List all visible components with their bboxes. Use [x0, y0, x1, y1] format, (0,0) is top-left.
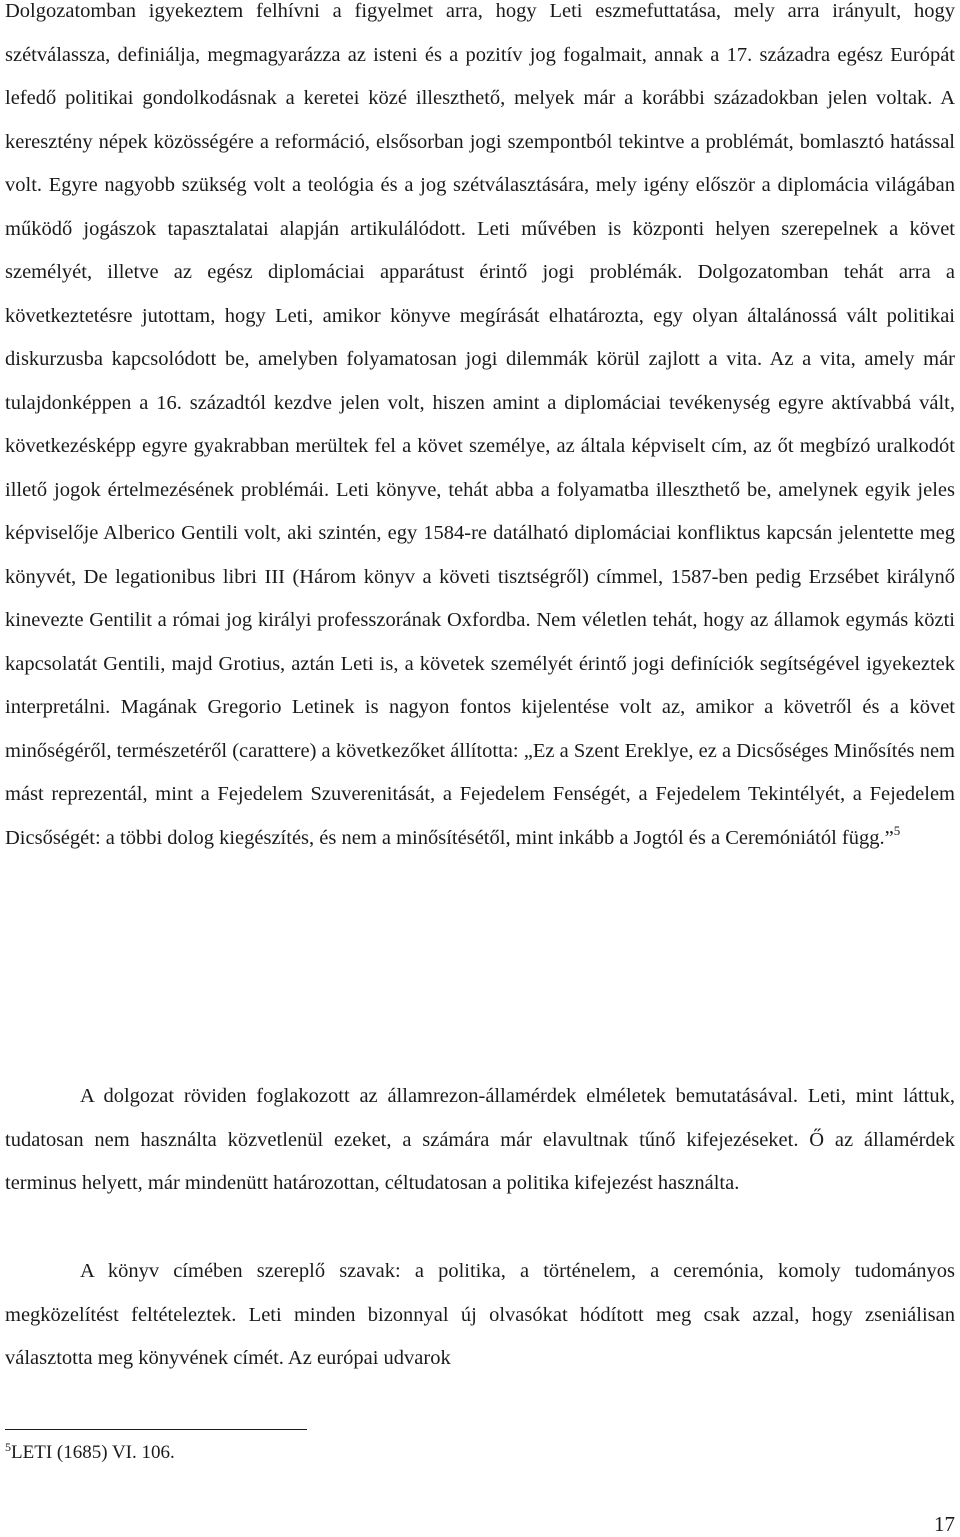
footnote	[5, 1441, 175, 1465]
body-paragraph-1	[5, 0, 955, 860]
paragraph-text: A könyv címében szereplő szavak: a politika, a történelem, a ceremónia, komoly tudományos megközelítést feltételeztek. Leti minden bizonnyal új olvasókat hódított meg csak azzal, hogy zseniálisan választotta meg könyvének címét. Az európai udvarok	[5, 1260, 955, 1369]
body-paragraph-2	[5, 1075, 955, 1206]
footnote-text: LETI (1685) VI. 106.	[11, 1442, 175, 1463]
footnote-separator	[5, 1429, 307, 1430]
paragraph-text: A dolgozat röviden foglakozott az államrezon-államérdek elméletek bemutatásával. Leti, mint láttuk, tudatosan nem használta közvetlenül ezeket, a számára már elavultnak tűnő kifejezéseket. Ő az államérdek terminus helyett, már mindenütt határozottan, céltudatosan a politika kifejezést használta.	[5, 1085, 955, 1194]
footnote-number: 5	[5, 1440, 11, 1454]
paragraph-text: Dolgozatomban igyekeztem felhívni a figyelmet arra, hogy Leti eszmefuttatása, mely arra irányult, hogy szétválassza, definiálja, megmagyarázza az isteni és a pozitív jog fogalmait, annak a 17. századra egész Európát lefedő politikai gondolkodásnak a keretei közé illeszthető, melyek már a korábbi századokban jelen voltak. A keresztény népek közösségére a reformáció, elsősorban jogi szempontból tekintve a problémát, bomlasztó hatással volt. Egyre nagyobb szükség volt a teológia és a jog szétválasztására, mely igény először a diplomácia világában működő jogászok tapasztalatai alapján artikulálódott. Leti művében is központi helyen szerepelnek a követ személyét, illetve az egész diplomáciai apparátust érintő jogi problémák. Dolgozatomban tehát arra a következtetésre jutottam, hogy Leti, amikor könyve megírását elhatározta, egy olyan általánossá vált politikai diskurzusba kapcsolódott be, amelyben folyamatosan jogi dilemmák körül zajlott a vita. Az a vita, amely már tulajdonképpen a 16. századtól kezdve jelen volt, hiszen amint a diplomáciai tevékenység egyre aktívabbá vált, következésképp egyre gyakrabban merültek fel a követ személye, az általa képviselt cím, az őt megbízó uralkodót illető jogok értelmezésének problémái. Leti könyve, tehát abba a folyamatba illeszthető be, amelynek egyik jeles képviselője Alberico Gentili volt, aki szintén, egy 1584-re datálható diplomáciai konfliktus kapcsán jelentette meg könyvét, De legationibus libri III (Három könyv a követi tisztségről) címmel, 1587-ben pedig Erzsébet királynő kinevezte Gentilit a római jog királyi professzorának Oxfordba. Nem véletlen tehát, hogy az államok egymás közti kapcsolatát Gentili, majd Grotius, aztán Leti is, a követek személyét érintő jogi definíciók segítségével igyekeztek interpretálni. Magának Gregorio Letinek is nagyon fontos kijelentése volt az, amikor a követről és a követ minőségéről, természetéről (carattere) a következőket állította: „Ez a Szent Ereklye, ez a Dicsőséges Minősítés nem mást reprezentál, mint a Fejedelem Szuverenitását, a Fejedelem Fenségét, a Fejedelem Tekintélyét, a Fejedelem Dicsőségét: a többi dolog kiegészítés, és nem a minősítésétől, mint inkább a Jogtól és a Ceremóniától függ.”	[5, 0, 955, 849]
body-paragraph-3	[5, 1250, 955, 1381]
page-number: 17	[934, 1512, 955, 1536]
footnote-reference[interactable]: 5	[893, 822, 901, 838]
